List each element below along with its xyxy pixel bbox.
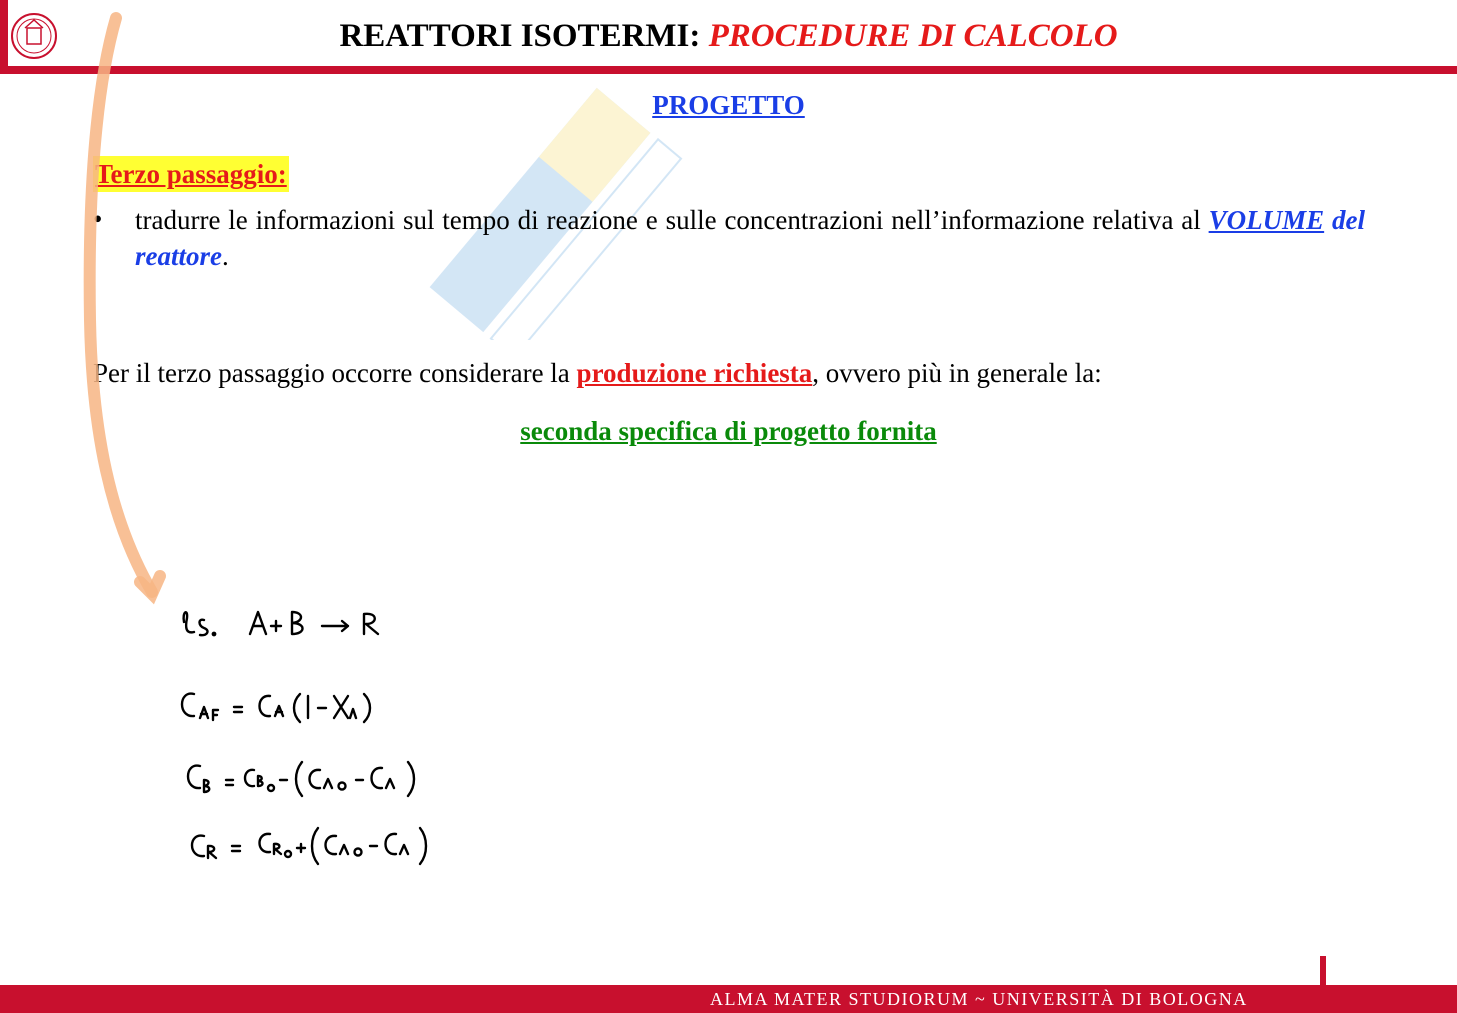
- paragraph: Per il terzo passaggio occorre considerare la produzione richiesta, ovvero più in generale la:: [93, 358, 1102, 388]
- bullet-text: tradurre le informazioni sul tempo di reazione e sulle concentrazioni nell’informazione relativa al VOLUME del reattore.: [135, 205, 1365, 271]
- reactor-emphasis: del reattore: [135, 205, 1365, 271]
- page-title: REATTORI ISOTERMI: PROCEDURE DI CALCOLO: [339, 18, 1118, 54]
- volume-emphasis: VOLUME: [1208, 205, 1325, 235]
- production-emphasis: produzione richiesta: [576, 358, 813, 388]
- title-accent: PROCEDURE DI CALCOLO: [708, 18, 1118, 54]
- specification-heading: seconda specifica di progetto fornita: [520, 416, 937, 446]
- handwritten-equations: [170, 590, 450, 880]
- step-label: Terzo passaggio:: [93, 156, 289, 192]
- bullet-marker: •: [93, 204, 103, 234]
- footer-text: ALMA MATER STUDIORUM ~ UNIVERSITÀ DI BOLOGNA: [710, 989, 1248, 1009]
- section-heading: PROGETTO: [652, 90, 805, 120]
